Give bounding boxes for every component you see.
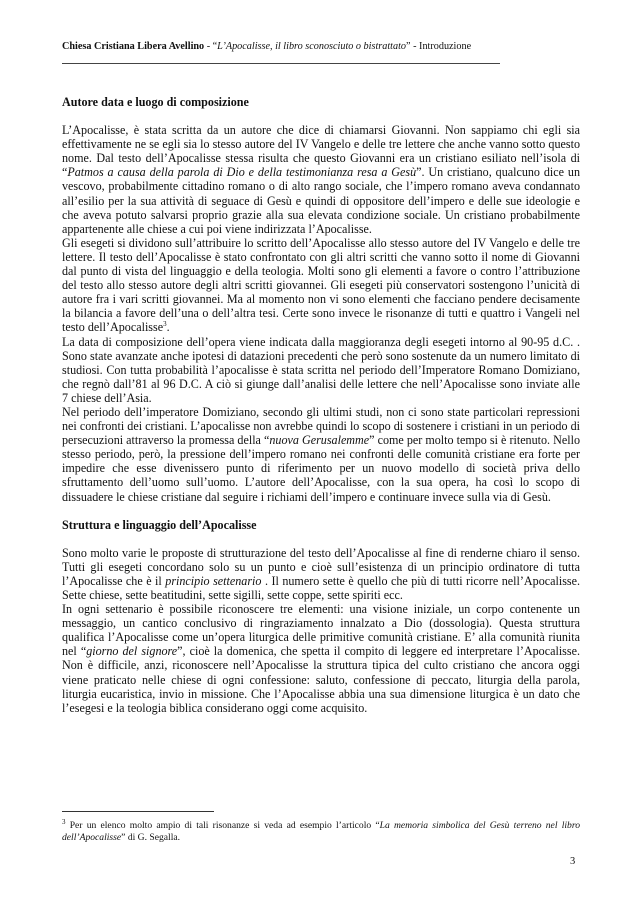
text-run: Gli esegeti si dividono sull’attribuire lo scritto dell’Apocalisse allo stesso autore del IV Vangelo e delle tre lettere. Il testo dell’Apocalisse è stato confrontato con gli altri scritti che vanno sotto il nome di Giovanni dal punto di vista del linguaggio e della teologia. Molti sono gli elementi a favore o contro l’attribuzione del testo allo stesso autore degli altri scritti giovannei. Gli esegeti più conservatori sostengono l’unicità di autore fra i vari scritti giovannei. Ma al momento non vi sono elementi che facciano pendere decisamente la bilancia a favore dell’una o dell’altra tesi. Certe sono invece le risonanze di tutti e quattro i Vangeli nel testo dell’Apocalisse bbox=[62, 235, 580, 335]
header-section: Introduzione bbox=[419, 41, 472, 52]
text-run: In ogni settenario è possibile riconoscere tre elementi: una visione iniziale, un corpo contenente un messaggio, un cantico conclusivo di ringraziamento innalzato a Dio (dossologia). Questa struttura qualifica l’Apocalisse come un’opera liturgica delle primitive comunità cristiane. E’ alla comunità riunita nel “ bbox=[62, 602, 580, 659]
paragraph bbox=[62, 123, 580, 236]
header-doc-title: L’Apocalisse, il libro sconosciuto o bistrattato bbox=[217, 41, 407, 52]
header-sep: - “ bbox=[204, 41, 218, 52]
text-run: L’Apocalisse, è stata scritta da un autore che dice di chiamarsi Giovanni. Non sappiamo chi egli sia effettivamente ne se egli sia lo stesso autore del IV Vangelo e delle tre lettere che anche vanno sotto questo nome. Dal testo dell’Apocalisse stessa risulta che questo Giovanni era un cristiano esiliato nell’isola di “ bbox=[62, 123, 580, 180]
text-run: . bbox=[166, 320, 170, 335]
header-sep: ” - bbox=[406, 41, 420, 52]
text-run: Sono molto varie le proposte di strutturazione del testo dell’Apocalisse al fine di renderne chiaro il senso. Tutti gli esegeti concordano solo su un punto e cioè sull’esistenza di un principio ordinatore di tutta l’Apocalisse che è il bbox=[62, 545, 580, 588]
paragraph: La data di composizione dell’opera viene indicata dalla maggioranza degli esegeti intorno al 90-95 d.C. . Sono state avanzate anche ipotesi di datazioni precedenti che però sono sostenute da un numero limitato di studiosi. Con tutta probabilità l’apocalisse è stata scritta nel periodo dell’Imperatore Romano Domiziano, che regnò dall’81 al 96 D.C. A ciò si giunge dall’analisi delle lettere che nell’Apocalisse sono inviate alle 7 chiese dell’Asia. bbox=[62, 334, 580, 405]
section-heading: Struttura e linguaggio dell’Apocalisse bbox=[62, 517, 257, 532]
text-run: ”. Un cristiano, qualcuno dice un vescovo, probabilmente cittadino romano o di alto rango sociale, che l’impero romano aveva condannato all’esilio per la sua attività di seguace di Gesù e quindi di oppositore dell’impero e delle sue ideologie e che aveva potuto salvarsi proprio grazie alla sua elevata condizione sociale. Un cristiano probabilmente appartenente alle chiese a cui poi viene indirizzata l’Apocalisse. bbox=[62, 165, 580, 236]
emphasis-italic: giorno del signore bbox=[86, 644, 178, 659]
main-content bbox=[62, 95, 580, 715]
paragraph bbox=[62, 236, 580, 335]
footnote-rule bbox=[62, 811, 214, 812]
paragraph bbox=[62, 546, 580, 602]
text-run: Per un elenco molto ampio di tali risonanze si veda ad esempio l’articolo “ bbox=[65, 820, 380, 831]
page-number: 3 bbox=[570, 856, 576, 867]
footnote bbox=[62, 817, 580, 844]
text-run: ”, cioè la domenica, che spetta il compito di leggere ed interpretare l’Apocalisse. Non è difficile, anzi, riconoscere nell’Apocalisse la struttura tipica del culto cristiano che ancora oggi viene praticato nelle chiese di ogni confessione: saluto, confessione di peccato, liturgia della parola, liturgia eucaristica, invio in missione. Che l’Apocalisse abbia una sua dimensione liturgica è un dato che l’esegesi e la teologia biblica considerano oggi come acquisito. bbox=[62, 644, 580, 715]
page-header bbox=[62, 41, 582, 52]
quote-italic: nuova Gerusalemme bbox=[269, 433, 370, 448]
footnote-ref: 3 bbox=[163, 320, 167, 329]
footnote-mark: 3 bbox=[62, 817, 66, 826]
header-org: Chiesa Cristiana Libera Avellino bbox=[62, 41, 205, 52]
text-run: Nel periodo dell’imperatore Domiziano, secondo gli ultimi studi, non ci sono state particolari repressioni nei confronti dei cristiani. L’apocalisse non avrebbe quindi lo scopo di sostenere i cristiani in un periodo di persecuzioni attraverso la promessa della “ bbox=[62, 404, 580, 448]
emphasis-italic: principio settenario bbox=[165, 573, 262, 588]
section-gap bbox=[62, 504, 580, 518]
text-run: . Il numero sette è quello che più di tutti ricorre nell’Apocalisse. Sette chiese, sette beatitudini, sette sigilli, sette coppe, sette spiriti ecc. bbox=[62, 573, 581, 602]
paragraph bbox=[62, 602, 580, 715]
header-rule bbox=[62, 63, 500, 64]
section-heading: Autore data e luogo di composizione bbox=[62, 95, 249, 109]
paragraph bbox=[62, 405, 580, 504]
quote-italic: Patmos a causa della parola di Dio e della testimonianza resa a Gesù bbox=[67, 165, 417, 180]
footnote-title: La memoria simbolica del Gesù terreno nel libro dell’Apocalisse bbox=[62, 820, 580, 843]
text-run: ” di G. Segalla. bbox=[121, 832, 181, 843]
text-run: ” come per molto tempo si è ritenuto. Nello stesso periodo, però, la pressione dell’impero romano nei confronti delle comunità cristiane era forte per impedire che esse divenissero punto di riferimento per un nuovo modello di società priva dello sfruttamento dell’uomo sull’uomo. L’autore dell’Apocalisse, con la sua opera, ha così lo scopo di dissuadere le chiese cristiane dal seguire i richiami dell’impero e continuare invece sulla via di Gesù. bbox=[62, 433, 581, 504]
